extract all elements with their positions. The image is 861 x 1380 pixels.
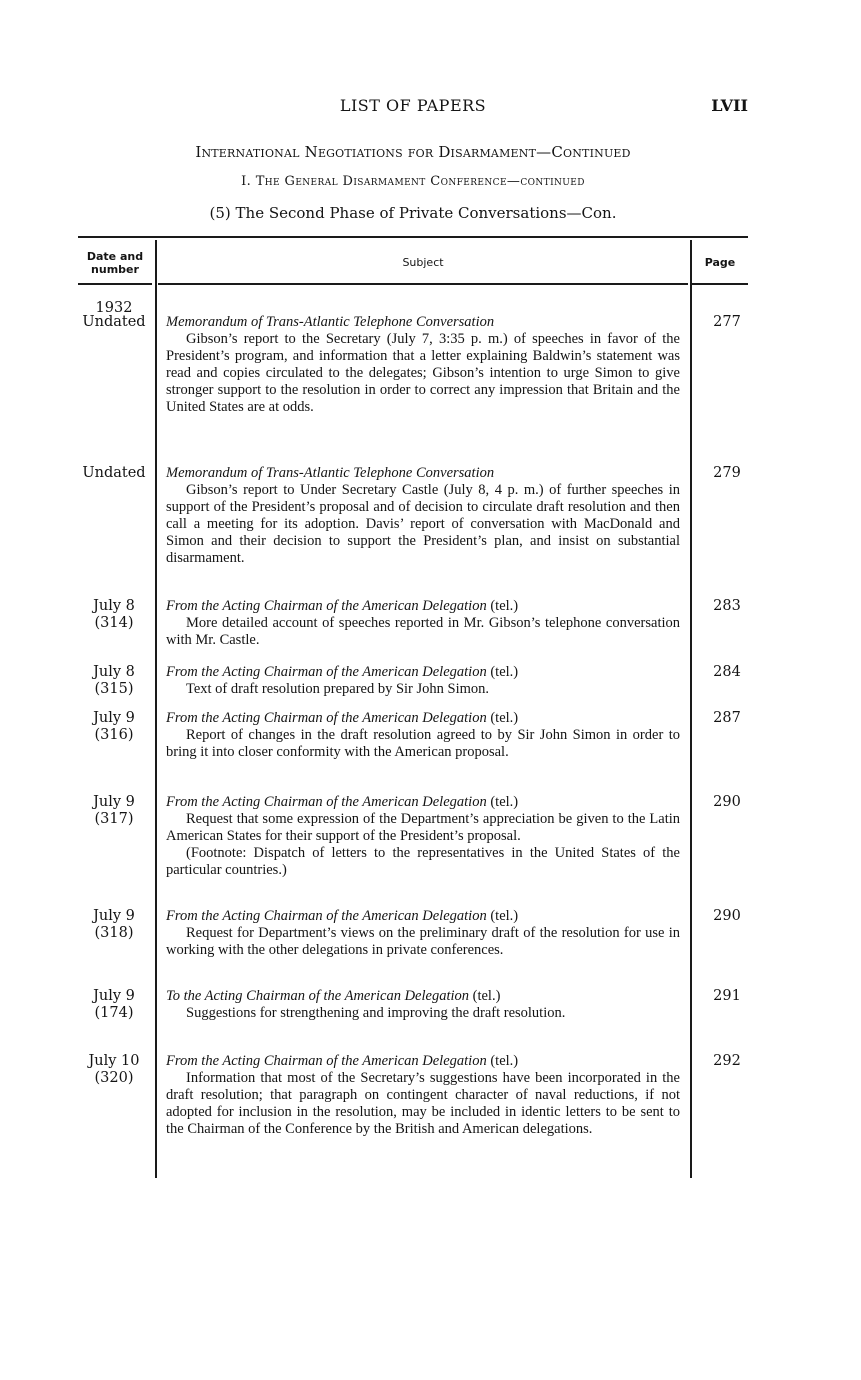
entry-date: July 9 (317) — [93, 794, 135, 827]
entry-heading-text: Memorandum of Trans-Atlantic Telephone Conversation — [166, 465, 495, 481]
entry-heading — [166, 794, 680, 811]
entry-subject — [166, 710, 680, 761]
entry-heading — [166, 314, 680, 331]
entry-subject — [166, 664, 680, 698]
entry-date: July 10 (320) — [88, 1053, 140, 1086]
papers-table — [78, 236, 748, 1178]
entry-tel-marker: (tel.) — [490, 710, 519, 726]
entry-heading-text: From the Acting Chairman of the American Delegation — [166, 1053, 487, 1069]
entry-page-number: 291 — [713, 988, 741, 1004]
entry-heading — [166, 598, 680, 615]
entry-summary: Request that some expression of the Department’s appreciation be given to the Latin American States for their support of the President’s proposal. — [166, 811, 680, 844]
subsection-heading: I. The General Disarmament Conference—continued — [241, 174, 585, 189]
entry-subject — [166, 598, 680, 649]
entry-subject — [166, 908, 680, 959]
entry-summary: (Footnote: Dispatch of letters to the representatives in the United States of the particular countries.) — [166, 845, 680, 878]
entry-heading — [166, 465, 680, 482]
entry-page-number: 284 — [713, 664, 741, 680]
subsubsection-heading: (5) The Second Phase of Private Conversations—Con. — [209, 204, 617, 222]
entry-heading-text: From the Acting Chairman of the American Delegation — [166, 664, 487, 680]
page-header — [78, 96, 748, 120]
entry-subject — [166, 794, 680, 879]
header-rule-subject — [158, 283, 688, 285]
entry-summary: Request for Department’s views on the preliminary draft of the resolution for use in working with the other delegations in private conferences. — [166, 925, 680, 958]
entry-summary: Gibson’s report to Under Secretary Castle (July 8, 4 p. m.) of further speeches in support of the President’s proposal and of decision to circulate draft resolution and then call a meeting for its adoption. Davis’ report of conversation with MacDonald and Simon and their decision to support the President’s plan, and insist on substantial disarmament. — [166, 482, 680, 566]
entry-subject — [166, 1053, 680, 1138]
entry-tel-marker: (tel.) — [490, 1053, 519, 1069]
entry-page-number: 287 — [713, 710, 741, 726]
entry-subject — [166, 465, 680, 567]
entry-summary: Information that most of the Secretary’s suggestions have been incorporated in the draft resolution; that paragraph on contingent character of naval reductions, if not adopted for inclusion in the resolution, may be included in identic letters to be sent to the Chairman of the Conference by the British and American delegations. — [166, 1070, 680, 1137]
entry-heading — [166, 1053, 680, 1070]
column-header-date: Date and number — [86, 250, 144, 276]
column-header-subject: Subject — [402, 256, 444, 269]
entry-tel-marker: (tel.) — [490, 598, 519, 614]
entry-heading-text: From the Acting Chairman of the American Delegation — [166, 794, 487, 810]
entry-page-number: 277 — [713, 314, 741, 330]
column-header-page: Page — [704, 256, 736, 269]
entry-date: July 9 (174) — [93, 988, 135, 1021]
entry-page-number: 292 — [713, 1053, 741, 1069]
column-divider-left — [155, 240, 157, 1178]
entry-summary: Suggestions for strengthening and improving the draft resolution. — [186, 1005, 566, 1021]
entry-heading-text: From the Acting Chairman of the American Delegation — [166, 598, 487, 614]
entry-heading-text: To the Acting Chairman of the American Delegation — [166, 988, 470, 1004]
entry-heading-text: From the Acting Chairman of the American Delegation — [166, 710, 487, 726]
entry-summary: Gibson’s report to the Secretary (July 7, 3:35 p. m.) of speeches in favor of the President’s program, and information that a letter explaining Baldwin’s statement was read and copies circulated to the delegates; Gibson’s intention to urge Simon to give stronger support to the resolution in order to correct any impression that Britain and the United States are at odds. — [166, 331, 680, 415]
table-top-rule — [78, 236, 748, 238]
header-rule-date — [78, 283, 152, 285]
entry-heading — [166, 908, 680, 925]
entry-tel-marker: (tel.) — [490, 908, 519, 924]
entry-heading — [166, 710, 680, 727]
entry-page-number: 290 — [713, 794, 741, 810]
year-label: 1932 — [95, 300, 133, 316]
entry-heading — [166, 988, 680, 1005]
entry-date: Undated — [82, 465, 146, 481]
entry-heading-text: Memorandum of Trans-Atlantic Telephone Conversation — [166, 314, 495, 330]
entry-date: July 8 (314) — [93, 598, 135, 631]
entry-subject — [166, 314, 680, 416]
entry-page-number: 290 — [713, 908, 741, 924]
entry-page-number: 283 — [713, 598, 741, 614]
entry-summary: Text of draft resolution prepared by Sir John Simon. — [186, 681, 490, 697]
entry-tel-marker: (tel.) — [472, 988, 501, 1004]
entry-summary: More detailed account of speeches reported in Mr. Gibson’s telephone conversation with Mr. Castle. — [166, 615, 680, 648]
entry-heading-text: From the Acting Chairman of the American Delegation — [166, 908, 487, 924]
entry-summary: Report of changes in the draft resolution agreed to by Sir John Simon in order to bring it into closer conformity with the American proposal. — [166, 727, 680, 760]
entry-date: Undated — [82, 314, 146, 330]
entry-date: July 9 (316) — [93, 710, 135, 743]
page-number: LVII — [711, 96, 748, 115]
entry-date: July 8 (315) — [93, 664, 135, 697]
entry-tel-marker: (tel.) — [490, 794, 519, 810]
entry-heading — [166, 664, 680, 681]
entry-page-number: 279 — [713, 465, 741, 481]
column-divider-right — [690, 240, 692, 1178]
entry-subject — [166, 988, 680, 1022]
page-title: LIST OF PAPERS — [339, 96, 487, 115]
header-rule-page — [692, 283, 748, 285]
entry-date: July 9 (318) — [93, 908, 135, 941]
section-heading: International Negotiations for Disarmament—Continued — [195, 143, 631, 161]
entry-tel-marker: (tel.) — [490, 664, 519, 680]
